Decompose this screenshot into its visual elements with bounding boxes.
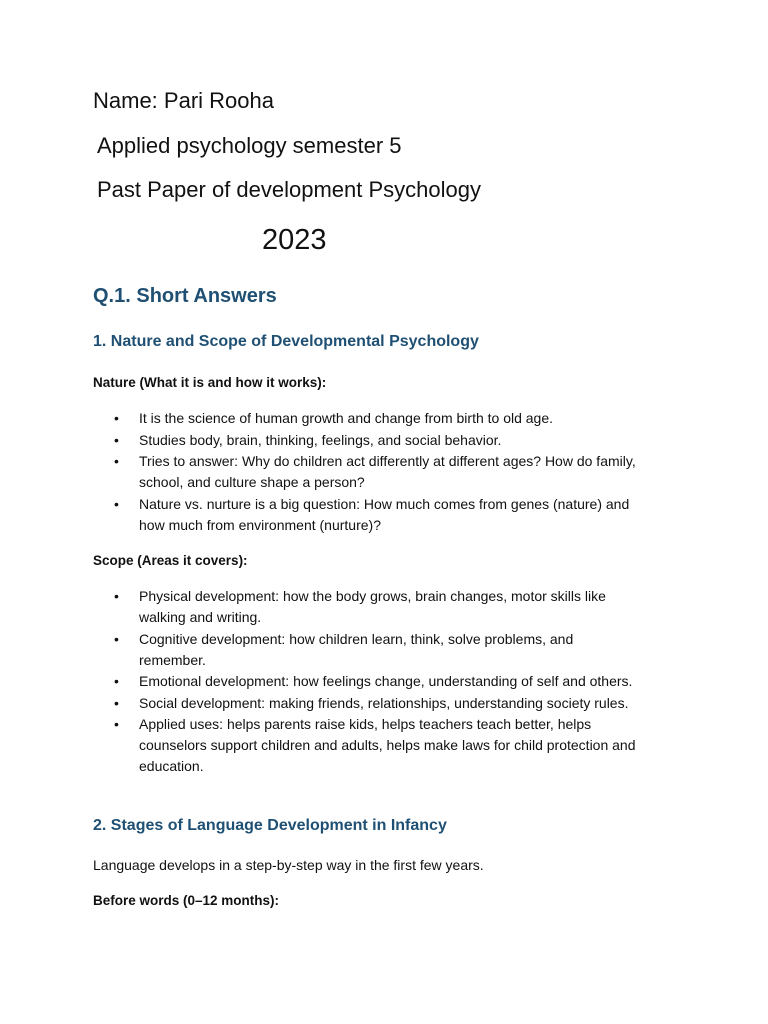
course-line: Applied psychology semester 5 <box>97 133 402 158</box>
bullet-icon: • <box>114 410 119 426</box>
list-item: • Cognitive development: how children learn, think, solve problems, and remember. <box>114 630 574 668</box>
list-item: • Social development: making friends, relationships, understanding society rules. <box>93 693 638 714</box>
list-item: • Studies body, brain, thinking, feelings, and social behavior. <box>93 430 638 451</box>
list-item: • Physical development: how the body grows, brain changes, motor skills like walking and writing. <box>114 588 606 625</box>
section-2-intro: Language develops in a step-by-step way in the first few years. <box>93 857 484 873</box>
paper-title: Past Paper of development Psychology <box>97 177 482 202</box>
student-name: Name: Pari Rooha <box>93 88 274 113</box>
nature-label: Nature (What it is and how it works): <box>93 375 327 390</box>
scope-list <box>93 586 638 778</box>
list-item: • Emotional development: how feelings change, understanding of self and others. <box>93 671 638 692</box>
bullet-icon: • <box>114 694 119 711</box>
bullet-icon: • <box>114 453 119 469</box>
section-1-heading: 1. Nature and Scope of Developmental Psychology <box>93 333 479 350</box>
bullet-icon: • <box>114 716 119 732</box>
list-item: • Nature vs. nurture is a big question: How much comes from genes (nature) and how much from environment (nurture)? <box>114 495 630 533</box>
bullet-icon: • <box>114 431 119 448</box>
bullet-icon: • <box>114 588 119 604</box>
question-1-title: Q.1. Short Answers <box>93 285 277 307</box>
list-item: • It is the science of human growth and change from birth to old age. <box>93 408 638 429</box>
before-words-label: Before words (0–12 months): <box>93 893 280 908</box>
nature-list <box>93 408 638 536</box>
list-item: • Applied uses: helps parents raise kids, helps teachers teach better, helps counselors support children and adults, helps make laws for child protection and education. <box>114 716 636 774</box>
bullet-icon: • <box>114 495 119 512</box>
bullet-icon: • <box>114 630 119 647</box>
section-2-heading: 2. Stages of Language Development in Infancy <box>93 817 447 834</box>
list-item: • Tries to answer: Why do children act differently at different ages? How do family, school, and culture shape a person? <box>114 453 636 490</box>
bullet-icon: • <box>114 673 119 689</box>
paper-year: 2023 <box>262 224 327 256</box>
scope-label: Scope (Areas it covers): <box>93 553 248 568</box>
